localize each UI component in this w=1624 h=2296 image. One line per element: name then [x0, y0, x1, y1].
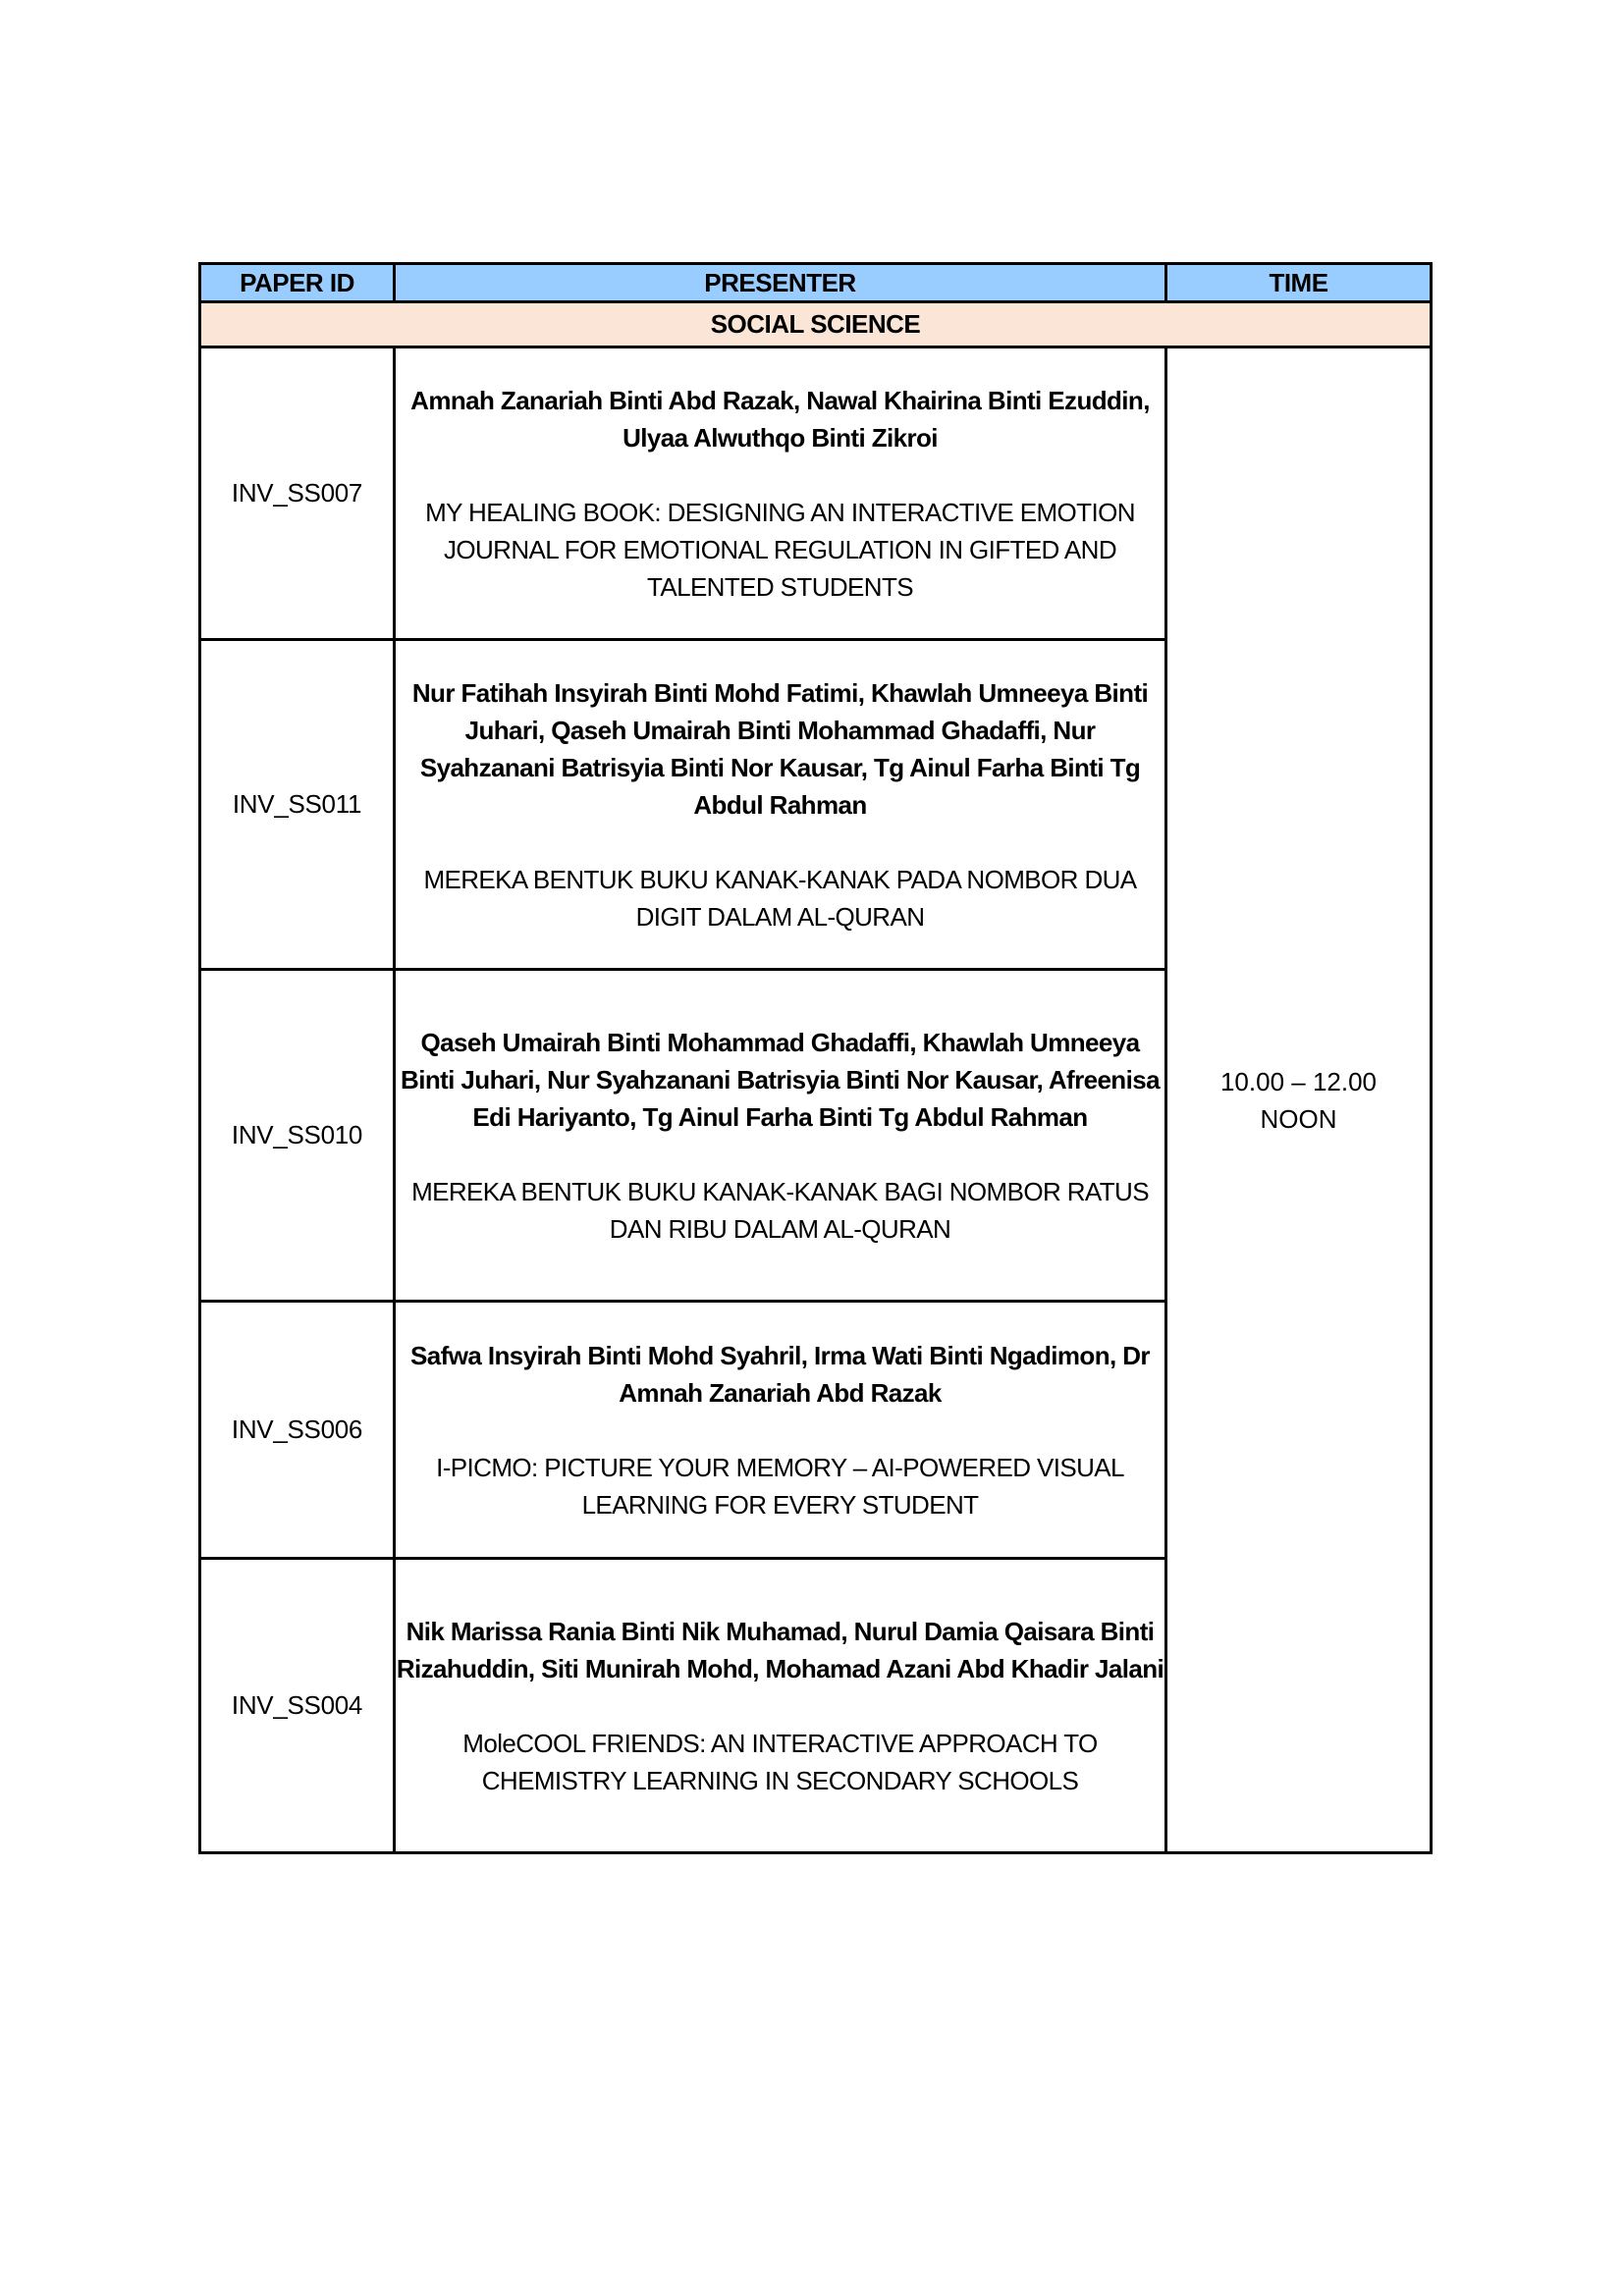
section-row	[200, 302, 1432, 347]
presenter-cell	[395, 1302, 1166, 1559]
paper-title: MY HEALING BOOK: DESIGNING AN INTERACTIVE EMOTION JOURNAL FOR EMOTIONAL REGULATION IN GIFTED AND TALENTED STUDENTS	[425, 497, 1135, 602]
section-title: SOCIAL SCIENCE	[200, 302, 1432, 347]
paper-title: MEREKA BENTUK BUKU KANAK-KANAK PADA NOMBOR DUA DIGIT DALAM AL-QURAN	[423, 864, 1137, 932]
paper-title: I-PICMO: PICTURE YOUR MEMORY – AI-POWERED VISUAL LEARNING FOR EVERY STUDENT	[436, 1452, 1124, 1520]
presenter-names: Nur Fatihah Insyirah Binti Mohd Fatimi, Khawlah Umneeya Binti Juhari, Qaseh Umairah Binti Mohammad Ghadaffi, Nur Syahzanani Batrisyia Binti Nor Kausar, Tg Ainul Farha Binti Tg Abdul Rahman	[411, 677, 1149, 820]
table-header-row	[200, 264, 1432, 302]
presenter-cell	[395, 640, 1166, 970]
presenter-cell	[395, 970, 1166, 1302]
paper-id: INV_SS010	[200, 970, 395, 1302]
presenter-names: Safwa Insyirah Binti Mohd Syahril, Irma Wati Binti Ngadimon, Dr Amnah Zanariah Abd Razak	[410, 1340, 1150, 1408]
paper-id: INV_SS006	[200, 1302, 395, 1559]
header-time: TIME	[1166, 264, 1432, 302]
header-paper-id: PAPER ID	[200, 264, 395, 302]
paper-id: INV_SS007	[200, 347, 395, 640]
presenter-cell	[395, 347, 1166, 640]
time-slot	[1166, 347, 1432, 1853]
paper-title: MEREKA BENTUK BUKU KANAK-KANAK BAGI NOMBOR RATUS DAN RIBU DALAM AL-QURAN	[411, 1176, 1149, 1244]
presentation-schedule-table	[198, 262, 1433, 1854]
time-range: 10.00 – 12.00	[1219, 1066, 1378, 1096]
paper-id: INV_SS004	[200, 1559, 395, 1853]
time-period: NOON	[1260, 1103, 1337, 1134]
paper-id: INV_SS011	[200, 640, 395, 970]
presenter-cell	[395, 1559, 1166, 1853]
presenter-names: Nik Marissa Rania Binti Nik Muhamad, Nurul Damia Qaisara Binti Rizahuddin, Siti Munirah Mohd, Mohamad Azani Abd Khadir Jalani	[396, 1616, 1164, 1683]
table-row	[200, 347, 1432, 640]
paper-title: MoleCOOL FRIENDS: AN INTERACTIVE APPROACH TO CHEMISTRY LEARNING IN SECONDARY SCHOOLS	[462, 1728, 1098, 1795]
presenter-names: Qaseh Umairah Binti Mohammad Ghadaffi, Khawlah Umneeya Binti Juhari, Nur Syahzanani Batrisyia Binti Nor Kausar, Afreenisa Edi Hariyanto, Tg Ainul Farha Binti Tg Abdul Rahman	[401, 1027, 1160, 1132]
presenter-names: Amnah Zanariah Binti Abd Razak, Nawal Khairina Binti Ezuddin, Ulyaa Alwuthqo Binti Zikroi	[410, 385, 1150, 453]
header-presenter: PRESENTER	[395, 264, 1166, 302]
